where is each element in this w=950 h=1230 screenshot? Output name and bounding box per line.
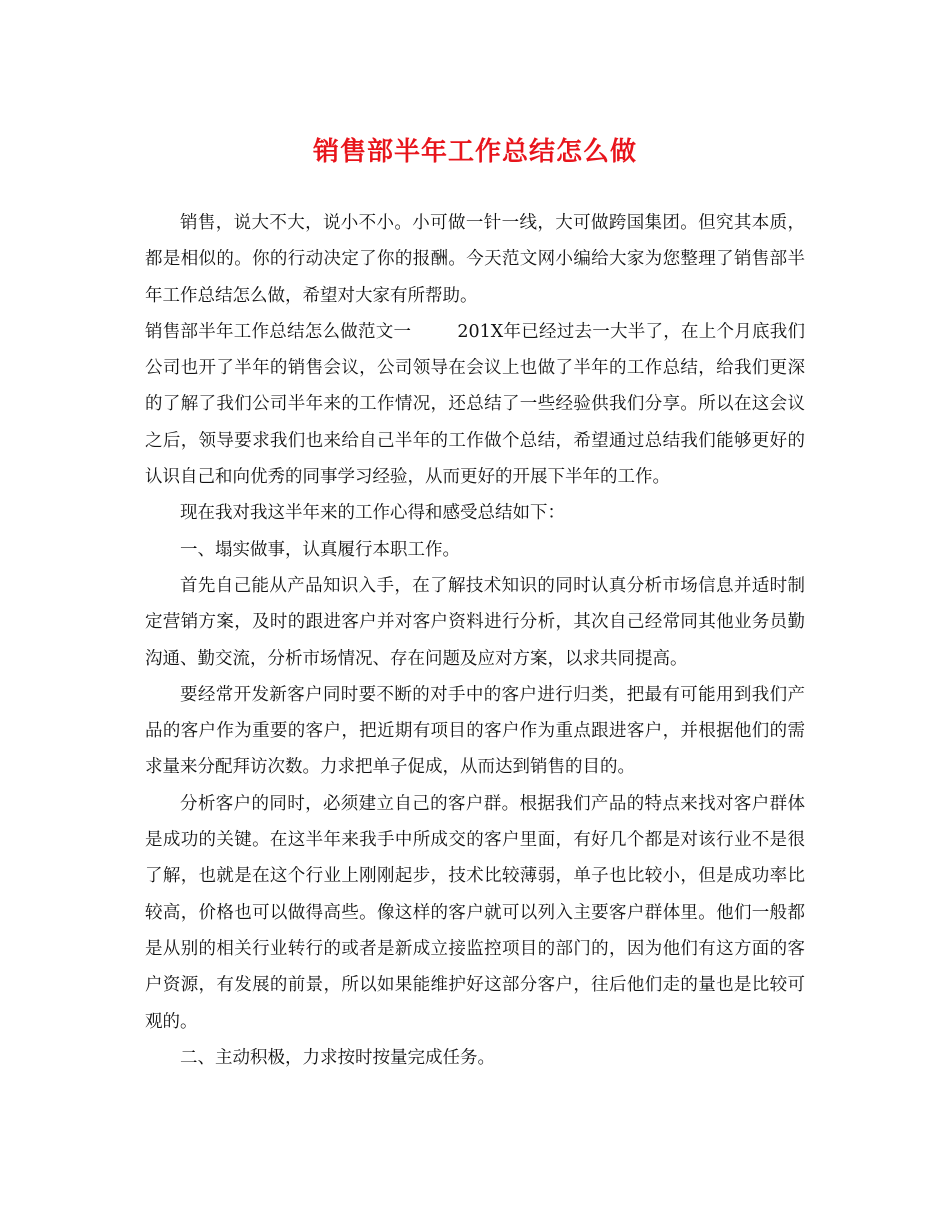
document-title: 销售部半年工作总结怎么做: [312, 137, 637, 167]
body-paragraph-1: 首先自己能从产品知识入手，在了解技术知识的同时认真分析市场信息并适时制定营销方案，及时的跟进客户并对客户资料进行分析，其次自己经常同其他业务员勤沟通、勤交流，分析市场情况、存在问题及应对方案，以求共同提高。: [145, 575, 805, 669]
document-body: [145, 205, 805, 1076]
example-body: 201X年已经过去一大半了，在上个月底我们公司也开了半年的销售会议，公司领导在会议上也做了半年的工作总结，给我们更深的了解了我们公司半年来的工作情况，还总结了一些经验供我们分享。所以在这会议之后，领导要求我们也来给自己半年的工作做个总结，希望通过总结我们能够更好的认识自己和向优秀的同事学习经验，从而更好的开展下半年的工作。: [145, 321, 806, 488]
section-heading-2: 二、主动积极，力求按时按量完成任务。: [180, 1047, 495, 1068]
body-paragraph-3: 分析客户的同时，必须建立自己的客户群。根据我们产品的特点来找对客户群体是成功的关键。在这半年来我手中所成交的客户里面，有好几个都是对该行业不是很了解，也就是在这个行业上刚刚起步，技术比较薄弱，单子也比较小，但是成功率比较高，价格也可以做得高些。像这样的客户就可以列入主要客户群体里。他们一般都是从别的相关行业转行的或者是新成立接监控项目的部门的，因为他们有这方面的客户资源，有发展的前景，所以如果能维护好这部分客户，往后他们走的量也是比较可观的。: [145, 793, 805, 1032]
body-paragraph-2: 要经常开发新客户同时要不断的对手中的客户进行归类，把最有可能用到我们产品的客户作为重要的客户，把近期有项目的客户作为重点跟进客户，并根据他们的需求量来分配拜访次数。力求把单子促成，从而达到销售的目的。: [145, 684, 805, 778]
example-heading: 销售部半年工作总结怎么做范文一: [145, 321, 412, 342]
intro-paragraph: 销售，说大不大，说小不小。小可做一针一线，大可做跨国集团。但究其本质，都是相似的。你的行动决定了你的报酬。今天范文网小编给大家为您整理了销售部半年工作总结怎么做，希望对大家有所帮助。: [145, 213, 805, 306]
example-paragraph: [145, 314, 805, 495]
summary-paragraph: 现在我对我这半年来的工作心得和感受总结如下：: [180, 503, 565, 524]
section-heading-1: 一、塌实做事，认真履行本职工作。: [180, 539, 460, 560]
